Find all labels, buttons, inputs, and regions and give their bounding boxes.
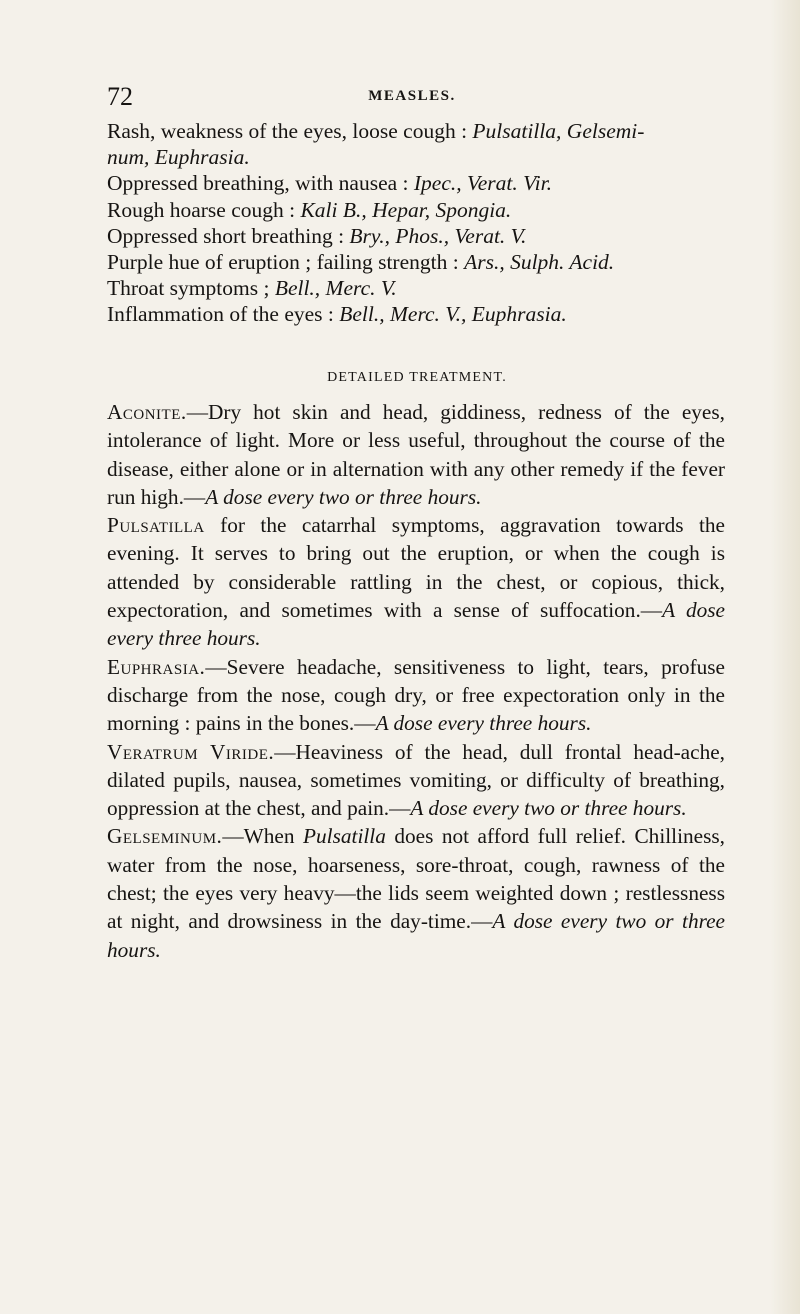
- summary-symptom: Throat symptoms ;: [107, 276, 275, 301]
- summary-remedies: num, Euphrasia.: [107, 145, 250, 170]
- section-heading: DETAILED TREATMENT.: [327, 370, 507, 385]
- remedy-description: does not afford full relief. Chilliness, water from the nose, hoarseness, sore-throat, cough, rawness of the chest; the eyes very heavy—the lids seem weighted down ; restlessness at night, and drowsiness in the day-time.—: [107, 824, 725, 934]
- summary-remedies: Pulsatilla, Gelsemi-: [472, 119, 645, 143]
- page-header: [107, 82, 717, 111]
- summary-symptom: Rough hoarse cough :: [107, 197, 301, 222]
- remedy-reference: Pulsatilla: [303, 824, 386, 849]
- dose-instruction: A dose every two or three hours.: [107, 909, 726, 962]
- detailed-treatment: [107, 398, 725, 964]
- remedy-name: Pulsatilla: [107, 513, 205, 538]
- summary-symptom: Oppressed breathing, with nausea :: [107, 171, 414, 196]
- remedy-name: Aconite.: [107, 400, 187, 424]
- summary-line: [107, 223, 727, 249]
- summary-symptom: Inflammation of the eyes :: [107, 302, 340, 327]
- remedy-name: Gelseminum.: [107, 824, 223, 849]
- treatment-entry: [107, 738, 725, 823]
- summary-line: [107, 144, 727, 170]
- remedy-name: Euphrasia.: [107, 654, 206, 679]
- summary-line: [107, 249, 727, 275]
- summary-line: [107, 170, 727, 196]
- treatment-entry: [107, 822, 725, 963]
- summary-line: [107, 275, 727, 301]
- summary-line: [107, 118, 727, 144]
- remedy-description: —Dry hot skin and head, giddiness, redness of the eyes, intolerance of light. More or less useful, throughout the course of the disease, either alone or in alternation with any other remedy if the fever run high.—: [107, 400, 725, 509]
- dose-instruction: A dose every three hours.: [107, 598, 725, 651]
- remedy-description: —Heaviness of the head, dull frontal head-ache, dilated pupils, nausea, sometimes vomiting, or difficulty of breathing, oppression at the chest, and pain.—: [107, 739, 725, 821]
- page-number: 72: [107, 82, 133, 111]
- dose-instruction: A dose every two or three hours.: [410, 796, 687, 821]
- dose-instruction: A dose every three hours.: [375, 711, 592, 736]
- summary-remedies: Kali B., Hepar, Spongia.: [300, 197, 512, 222]
- symptom-summary: [107, 118, 727, 328]
- summary-remedies: Ars., Sulph. Acid.: [464, 250, 615, 275]
- summary-symptom: Oppressed short breathing :: [107, 223, 350, 248]
- summary-symptom: Purple hue of eruption ; failing strength :: [107, 250, 465, 275]
- summary-symptom: Rash, weakness of the eyes, loose cough :: [107, 119, 473, 143]
- summary-remedies: Bell., Merc. V., Euphrasia.: [339, 302, 567, 327]
- remedy-name: Veratrum Viride.: [107, 739, 275, 764]
- dose-instruction: A dose every two or three hours.: [205, 484, 482, 509]
- summary-remedies: Ipec., Verat. Vir.: [413, 171, 553, 196]
- summary-line: [107, 301, 727, 327]
- summary-remedies: Bell., Merc. V.: [274, 276, 397, 301]
- remedy-description: —Severe headache, sensitiveness to light, tears, profuse discharge from the nose, cough dry, or free expectoration only in the morning : pains in the bones.—: [107, 654, 725, 736]
- summary-line: [107, 197, 727, 223]
- treatment-entry: [107, 398, 725, 511]
- remedy-description: —When: [222, 824, 304, 849]
- treatment-entry: [107, 511, 725, 652]
- remedy-description: for the catarrhal symptoms, aggravation towards the evening. It serves to bring out the eruption, or when the cough is attended by considerable rattling in the chest, or copious, thick, expectoration, and sometimes with a sense of suffocation.—: [107, 513, 725, 623]
- treatment-entry: [107, 653, 725, 738]
- page-edge-shadow: [770, 0, 800, 1314]
- running-title: MEASLES.: [368, 88, 456, 104]
- summary-remedies: Bry., Phos., Verat. V.: [349, 223, 527, 248]
